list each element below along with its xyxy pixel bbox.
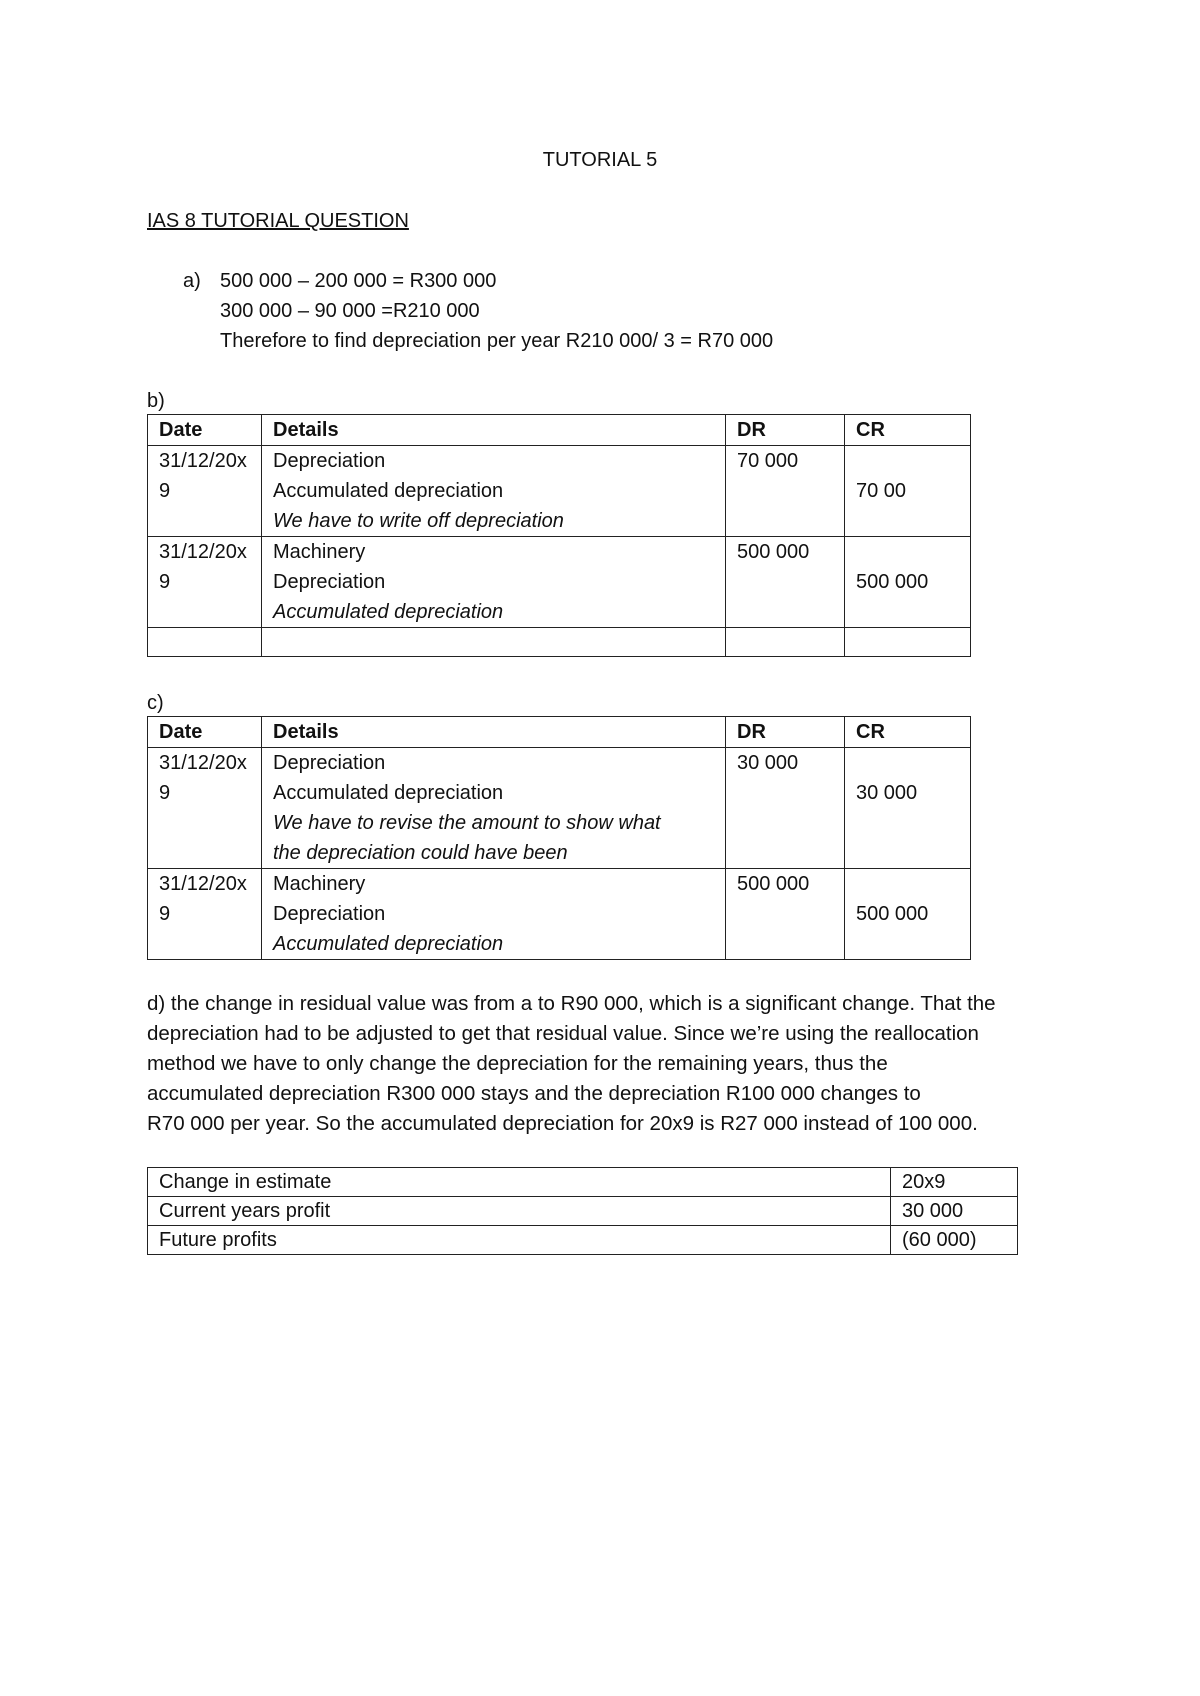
empty-row [148, 628, 971, 657]
narration: Accumulated depreciation [273, 933, 504, 955]
debit-account: Machinery [273, 541, 366, 563]
table-header-row [148, 717, 971, 748]
part-c-label: c) [147, 692, 164, 714]
table-header-row [148, 415, 971, 446]
entry-details [262, 869, 726, 960]
empty-cell [726, 628, 845, 657]
credit-value: 500 000 [856, 903, 929, 925]
debit-account: Depreciation [273, 450, 386, 472]
entry-details [262, 537, 726, 628]
summary-value: 30 000 [891, 1197, 1018, 1226]
table-row [148, 748, 971, 869]
column-header-date: Date [148, 717, 262, 748]
table-row [148, 446, 971, 537]
debit-amount [726, 869, 845, 960]
paragraph-line: accumulated depreciation R300 000 stays and the depreciation R100 000 changes to [147, 1082, 921, 1105]
entry-date: 31/12/20x9 [148, 446, 262, 537]
paragraph-line: R70 000 per year. So the accumulated depreciation for 20x9 is R27 000 instead of 100 000. [147, 1112, 978, 1135]
empty-cell [845, 628, 971, 657]
part-a-label: a) [183, 270, 201, 292]
part-b-label: b) [147, 390, 165, 412]
paragraph-line: depreciation had to be adjusted to get that residual value. Since we’re using the reallocation [147, 1022, 979, 1045]
empty-cell [262, 628, 726, 657]
credit-account: Depreciation [273, 571, 386, 593]
credit-amount [845, 446, 971, 537]
table-row [148, 1197, 1018, 1226]
column-header-details: Details [262, 717, 726, 748]
narration: Accumulated depreciation [273, 601, 504, 623]
summary-label: Change in estimate [148, 1168, 891, 1197]
debit-value: 30 000 [737, 752, 799, 774]
journal-table-c [147, 716, 971, 960]
part-a-line: Therefore to find depreciation per year R210 000/ 3 = R70 000 [220, 330, 774, 352]
entry-details [262, 446, 726, 537]
credit-value: 30 000 [856, 782, 918, 804]
debit-amount [726, 446, 845, 537]
debit-value: 500 000 [737, 541, 810, 563]
document-title: TUTORIAL 5 [542, 149, 658, 171]
paragraph-line: method we have to only change the depreciation for the remaining years, thus the [147, 1052, 888, 1075]
column-header-date: Date [148, 415, 262, 446]
table-row [148, 1168, 1018, 1197]
credit-account: Depreciation [273, 903, 386, 925]
part-a-line: 500 000 – 200 000 = R300 000 [220, 270, 497, 292]
credit-amount [845, 869, 971, 960]
narration: We have to write off depreciation [273, 510, 564, 532]
summary-value: (60 000) [891, 1226, 1018, 1255]
table-row [148, 1226, 1018, 1255]
column-header-cr: CR [845, 415, 971, 446]
entry-date: 31/12/20x9 [148, 748, 262, 869]
column-header-cr: CR [845, 717, 971, 748]
credit-account: Accumulated depreciation [273, 782, 504, 804]
debit-account: Depreciation [273, 752, 386, 774]
debit-account: Machinery [273, 873, 366, 895]
narration: the depreciation could have been [273, 842, 568, 864]
narration: We have to revise the amount to show what [273, 812, 661, 834]
section-heading: IAS 8 TUTORIAL QUESTION [147, 210, 409, 232]
debit-amount [726, 748, 845, 869]
part-a-line: 300 000 – 90 000 =R210 000 [220, 300, 480, 322]
summary-label: Future profits [148, 1226, 891, 1255]
entry-date: 31/12/20x9 [148, 537, 262, 628]
debit-value: 70 000 [737, 450, 799, 472]
debit-amount [726, 537, 845, 628]
credit-value: 500 000 [856, 571, 929, 593]
part-d-paragraph [147, 989, 1067, 1139]
entry-details [262, 748, 726, 869]
empty-cell [148, 628, 262, 657]
entry-date: 31/12/20x9 [148, 869, 262, 960]
paragraph-line: d) the change in residual value was from a to R90 000, which is a significant change. That the [147, 992, 996, 1015]
column-header-dr: DR [726, 717, 845, 748]
column-header-dr: DR [726, 415, 845, 446]
summary-value: 20x9 [891, 1168, 1018, 1197]
table-row [148, 869, 971, 960]
debit-value: 500 000 [737, 873, 810, 895]
credit-account: Accumulated depreciation [273, 480, 504, 502]
credit-value: 70 00 [856, 480, 907, 502]
column-header-details: Details [262, 415, 726, 446]
credit-amount [845, 748, 971, 869]
credit-amount [845, 537, 971, 628]
change-in-estimate-table [147, 1167, 1018, 1255]
table-row [148, 537, 971, 628]
journal-table-b [147, 414, 971, 657]
summary-label: Current years profit [148, 1197, 891, 1226]
